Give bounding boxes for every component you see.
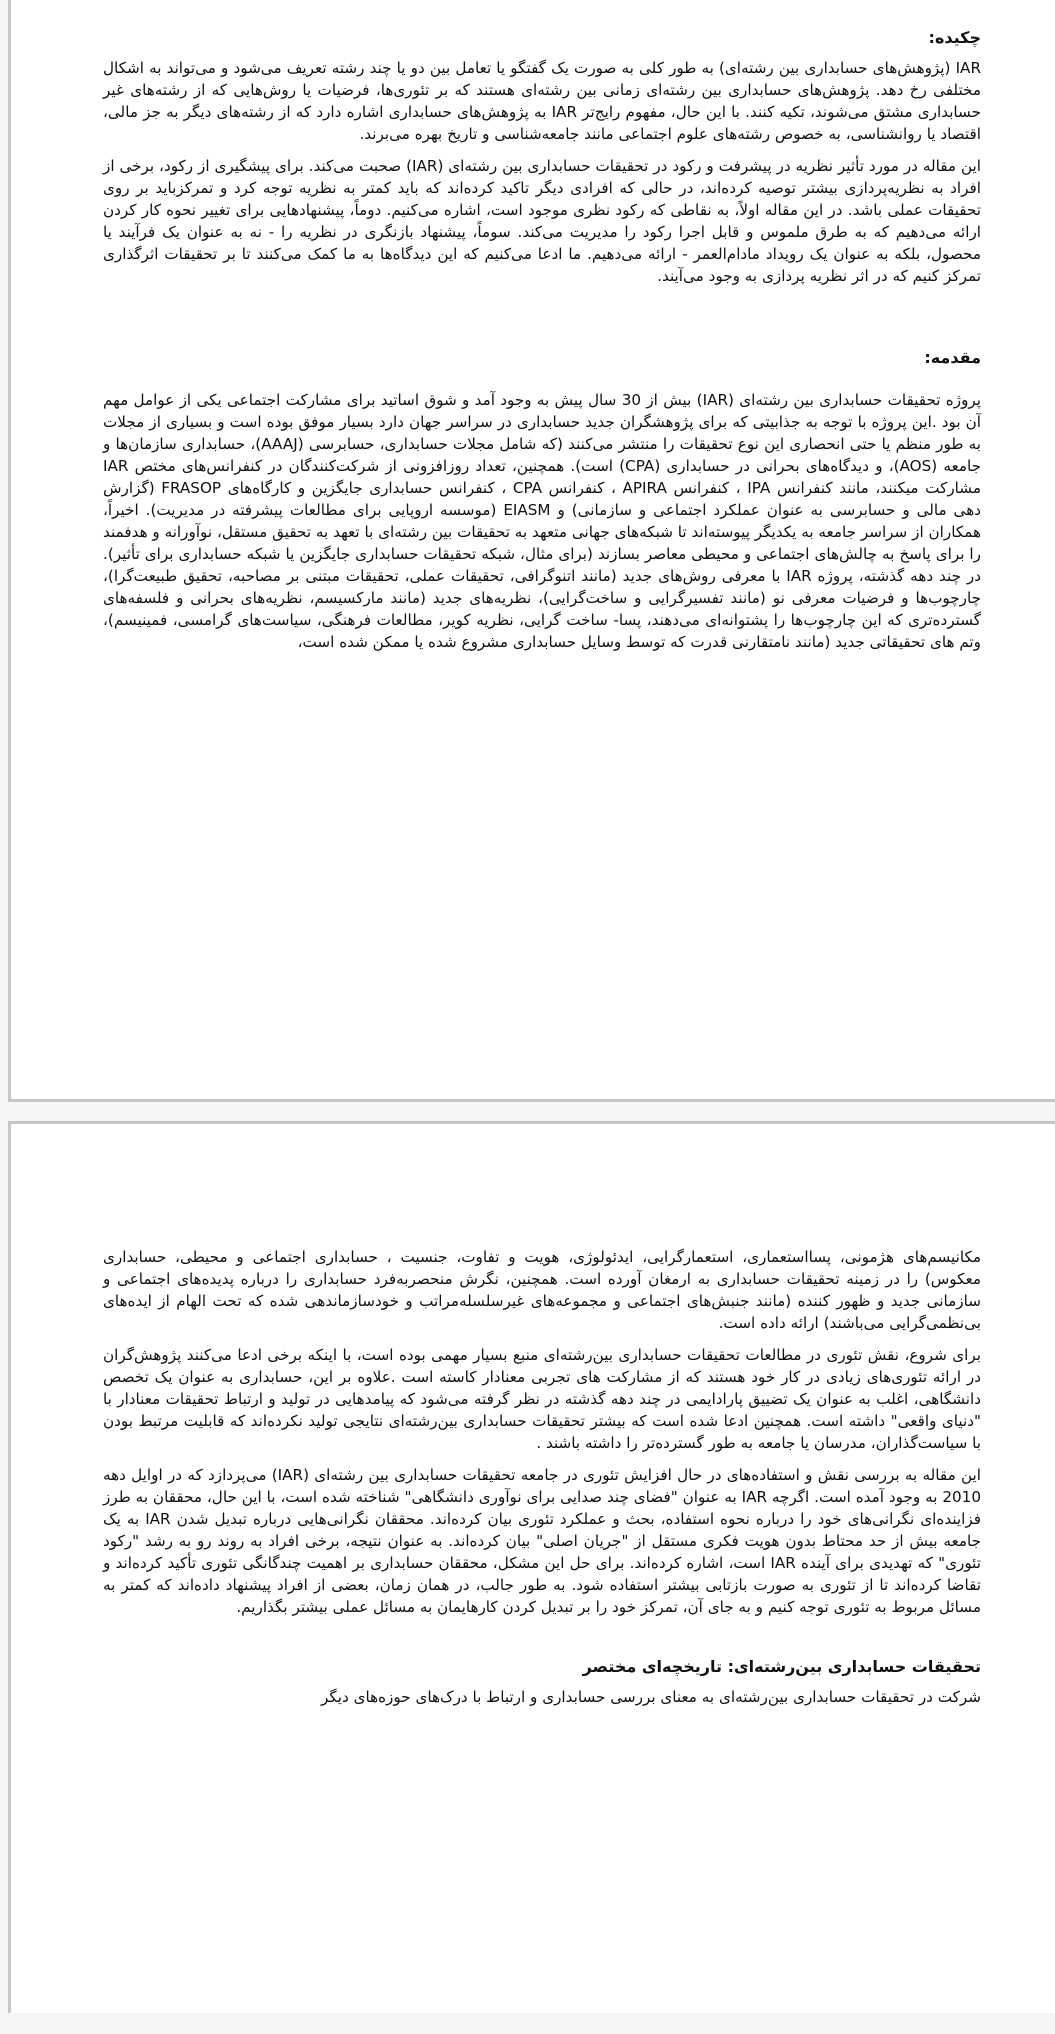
continuation-paragraph-1: مکانیسم‌های هژمونی، پسااستعماری، استعمارگرایی، ایدئولوژی، هویت و تفاوت، جنسیت ، حسابداری اجتماعی و محیطی، حسابداری معکوس) را در زمینه تحقیقات حسابداری به ارمغان آورده است. همچنین، نگرش منحصربه‌فرد حسابداری را درباره پدیده‌های اجتماعی و سازمانی جدید و ظهور کننده (مانند جنبش‌های اجتماعی و مجموعه‌های غیرسلسله‌مراتب و خودسازماندهی شده که تحت الهام از ایده‌های بی‌نظمی‌گرایی می‌باشند) ارائه داده است. [103,1248,981,1332]
continuation-paragraph-2: برای شروع، نقش تئوری در مطالعات تحقیقات حسابداری بین‌رشته‌ای منبع بسیار مهمی بوده است، با اینکه برخی ادعا می‌کنند پژوهش‌گران در ارائه تئوری‌های زیادی در کار خود هستند که از مشارکت های تجربی معنادار کاسته است .علاوه بر این، حسابداری به عنوان یک تخصص دانشگاهی، اغلب به عنوان یک تضییق پارادایمی در چند دهه گذشته در نظر گرفته می‌شود که پیامدهایی در تولید و ارتباط تحقیقات معنادار با "دنیای واقعی" داشته است. همچنین ادعا شده است که بیشتر تحقیقات حسابداری بین‌رشته‌ای نتایجی تولید نکرده‌اند که قابلیت مرتبط بودن با سیاست‌گذاران، مدرسان یا جامعه به طور گسترده‌تر را داشته باشند . [103,1346,981,1452]
abstract-paragraph-1: IAR (پژوهش‌های حسابداری بین رشته‌ای) به طور کلی به صورت یک گفتگو یا تعامل بین دو یا چند رشته تعریف می‌شود و می‌تواند به اشکال مختلفی رخ دهد. پژوهش‌های حسابداری بین رشته‌ای زمانی بین رشته‌ای هستند که بر تئوری‌ها، فرضیات یا روش‌هایی که از رشته‌های غیر حسابداری مشتق می‌شوند، تکیه کنند. با این حال، مفهوم رایج‌تر IAR به پژوهش‌های حسابداری اشاره دارد که از رشته‌های دیگر به جز مالی، اقتصاد یا روانشناسی، به خصوص رشته‌های علوم اجتماعی مانند جامعه‌شناسی و تاریخ بهره می‌برند. [103,59,981,143]
abstract-heading: چکیده: [928,28,981,47]
history-paragraph-1: شرکت در تحقیقات حسابداری بین‌رشته‌ای به معنای بررسی حسابداری و ارتباط با درک‌های حوزه‌های دیگر [320,1688,981,1706]
page-2 [8,1121,1055,2013]
introduction-paragraph-1: پروژه تحقیقات حسابداری بین رشته‌ای (IAR) بیش از 30 سال پیش به وجود آمد و شوق اساتید برای مشارکت اجتماعی یکی از عوامل مهم آن بود .این پروژه با توجه به جذابیتی که برای پژوهشگران جدید حسابداری در سراسر جهان دارد بسیار موفق بوده است و بسیاری از مجلات به طور منظم یا حتی انحصاری این نوع تحقیقات را منتشر می‌کنند (که شامل مجلات حسابداری، حسابرسی (AAAJ)، حسابداری سازمان‌ها و جامعه (AOS)، و دیدگاه‌های بحرانی در حسابداری (CPA) است). همچنین، تعداد روزافزونی از شرکت‌کنندگان در کنفرانس‌های مختص IAR مشارکت میکنند، مانند کنفرانس IPA ، کنفرانس APIRA ، کنفرانس CPA ، کنفرانس حسابداری جایگزین و کارگاه‌های FRASOP (گزارش دهی مالی و حسابرسی به عنوان عملکرد اجتماعی و سازمانی) و EIASM (موسسه اروپایی برای مطالعات پیشرفته در مدیریت). اخیراً، همکاران از سراسر جامعه به یکدیگر پیوسته‌اند تا شبکه‌های جهانی متعهد به تحقیقات بین رشته‌ای با تعهد به تحقیق مستقل، نوآورانه و هدفمند را برای پاسخ به چالش‌های اجتماعی و محیطی معاصر بسازند (برای مثال، شبکه تحقیقات حسابداری جایگزین یا شبکه حسابداری برای تأثیر). در چند دهه گذشته، پروژه IAR با معرفی روش‌های جدید (مانند اتنوگرافی، تحقیقات عملی، تحقیقات مبتنی بر مصاحبه، تحقیق طبیعت‌گرا)، چارچوب‌ها و فرضیات معرفی نو (مانند تفسیرگرایی و ساخت‌گرایی)، نظریه‌های جدید (مانند مارکسیسم، نظریه‌های بحرانی و فلسفه‌های گسترده‌تری که این چارچوب‌ها را پشتوانه‌ای می‌دهند، پسا- ساخت گرایی، نظریه کویر، مطالعات فرهنگی، سیاست‌های گرامسی، فمینیسم)، وتم های تحقیقاتی جدید (مانند نامتقارنی قدرت که توسط وسایل حسابداری مشروع شده یا ممکن شده است، [103,391,982,651]
introduction-heading: مقدمه: [924,348,981,367]
continuation-paragraph-3: این مقاله به بررسی نقش و استفاده‌های در حال افزایش تئوری در جامعه تحقیقات حسابداری بین رشته‌ای (IAR) می‌پردازد که در اوایل دهه 2010 به وجود آمده است. اگرچه IAR به عنوان "فضای چند صدایی برای نوآوری دانشگاهی" شناخته شده است، با این حال، محققان به طرز فزاینده‌ای نگرانی‌های خود را درباره نحوه استفاده، بحث و عملکرد تئوری بیان کرده‌اند. محققان نگرانی‌هایی درباره تبدیل شدن IAR به یک جامعه بیش از حد محتاط بدون هویت فکری مستقل از "جریان اصلی" بیان کرده‌اند. به عنوان نتیجه، برخی افراد به روند رو به رشد "رکود تئوری" که تهدیدی برای آینده IAR است، اشاره کرده‌اند. برای حل این مشکل، محققان حسابداری بر اهمیت چندگانگی تئوری تأکید کرده‌اند و تقاضا کرده‌اند تا از تئوری به صورت بازتابی بیشتر استفاده شود. به طور جالب، در همان زمان، بعضی از افراد پیشنهاد داده‌اند که کمتر به مسائل مربوط به تئوری توجه کنیم و به جای آن، تمرکز خود را بر تبدیل کردن کارهایمان به مسائل عملی بیشتر بگذاریم. [103,1466,981,1616]
history-heading: تحقیقات حسابداری بین‌رشته‌ای: تاریخچه‌ای مختصر [582,1657,981,1676]
section-spacer [103,297,981,347]
page-1 [8,0,1055,1102]
page-1-content [103,27,981,663]
section-spacer [103,1628,981,1656]
abstract-paragraph-2: این مقاله در مورد تأثیر نظریه در پیشرفت و رکود در تحقیقات حسابداری بین رشته‌ای (IAR) صحبت می‌کند. برای پیشگیری از رکود، برخی از افراد به نظریه‌پردازی بیشتر توصیه کرده‌اند، در حالی که افرادی دیگر تاکید کرده‌اند که باید کمتر به نظریه توجه کرد و تمرکزباید بر روی تحقیقات عملی باشد. در این مقاله اولاً، به نقاطی که رکود نظری موجود است، اشاره می‌کنیم. دوماً، پیشنهادهایی برای تغییر نحوه کار کردن ارائه می‌دهیم که به طرق ملموس و قابل اجرا رکود را مدیریت می‌کند. سوماً، پیشنهاد بازنگری در نظریه را - نه به عنوان یک فرآیند یا محصول، بلکه به عنوان یک رویداد مادام‌العمر - ارائه می‌دهیم. ما ادعا می‌کنیم که این دیدگاه‌ها به ما کمک می‌کنند تا بر تحقیقات اثرگذاری تمرکز کنیم که در اثر نظریه پردازی به وجود می‌آیند. [103,157,981,285]
page-2-content [103,1246,981,1718]
